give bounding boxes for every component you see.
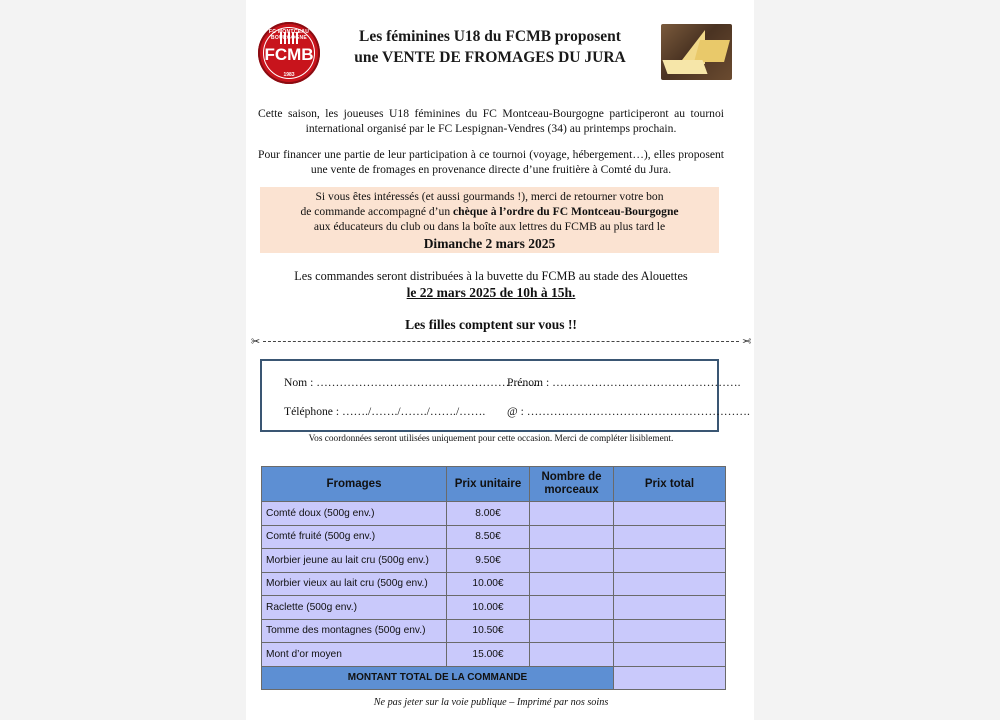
footer-note: Ne pas jeter sur la voie publique – Imprimé par nos soins bbox=[373, 697, 609, 708]
table-row: Comté fruité (500g env.) 8.50€ bbox=[262, 525, 726, 549]
order-table bbox=[261, 466, 726, 690]
tagline: Les filles comptent sur vous !! bbox=[405, 317, 577, 332]
intro-paragraph-1: Cette saison, les joueuses U18 féminines du FC Montceau-Bourgogne participeront au tournoi international organisé par le FC Lespignan-Vendres (34) au printemps prochain. bbox=[258, 107, 724, 135]
table-row: Comté doux (500g env.) 8.00€ bbox=[262, 502, 726, 526]
quantity-cell[interactable] bbox=[530, 596, 614, 620]
prenom-field[interactable]: Prénom : …………………………………………. bbox=[507, 376, 741, 389]
row-total-cell[interactable] bbox=[614, 525, 726, 549]
title-line-2: une VENTE DE FROMAGES DU JURA bbox=[354, 49, 626, 66]
telephone-field[interactable]: Téléphone : ……./……./……./……./……. bbox=[284, 405, 486, 418]
distribution-info: Les commandes seront distribuées à la buvette du FCMB au stade des Alouettes bbox=[294, 269, 688, 283]
privacy-note: Vos coordonnées seront utilisées uniquement pour cette occasion. Merci de compléter lisiblement. bbox=[308, 434, 674, 444]
order-deadline: Dimanche 2 mars 2025 bbox=[423, 236, 556, 251]
contact-form-box bbox=[260, 359, 750, 432]
distribution-date: le 22 mars 2025 de 10h à 15h. bbox=[406, 285, 576, 300]
quantity-cell[interactable] bbox=[530, 619, 614, 643]
row-total-cell[interactable] bbox=[614, 619, 726, 643]
row-total-cell[interactable] bbox=[614, 572, 726, 596]
row-total-cell[interactable] bbox=[614, 643, 726, 667]
scissors-icon: ✂ bbox=[741, 335, 751, 348]
total-label: MONTANT TOTAL DE LA COMMANDE bbox=[262, 666, 614, 690]
table-row: Morbier jeune au lait cru (500g env.) 9.50€ bbox=[262, 549, 726, 573]
total-row bbox=[262, 666, 726, 690]
quantity-cell[interactable] bbox=[530, 525, 614, 549]
quantity-cell[interactable] bbox=[530, 572, 614, 596]
cheese-photo bbox=[661, 24, 732, 80]
scissors-icon: ✂ bbox=[251, 335, 261, 348]
grand-total-cell[interactable] bbox=[614, 666, 726, 690]
row-total-cell[interactable] bbox=[614, 596, 726, 620]
col-header-prix-total: Prix total bbox=[614, 467, 726, 502]
nom-field[interactable]: Nom : …………………………………………………. bbox=[284, 376, 540, 389]
cheque-payee: chèque à l’ordre du FC Montceau-Bourgogne bbox=[453, 205, 679, 218]
table-row: Raclette (500g env.) 10.00€ bbox=[262, 596, 726, 620]
table-row: Morbier vieux au lait cru (500g env.) 10.00€ bbox=[262, 572, 726, 596]
table-row: Mont d’or moyen 15.00€ bbox=[262, 643, 726, 667]
quantity-cell[interactable] bbox=[530, 643, 614, 667]
fcmb-club-logo: FC MONTCEAU BOURGOGNE FCMB 1983 bbox=[258, 22, 320, 84]
quantity-cell[interactable] bbox=[530, 549, 614, 573]
table-row: Tomme des montagnes (500g env.) 10.50€ bbox=[262, 619, 726, 643]
order-instructions-text: Si vous êtes intéressés (et aussi gourmands !), merci de retourner votre bon de commande accompagné d’un chèque à l’ordre du FC Montceau-Bourgogne aux éducateurs du club ou dans la boîte aux lettres du FCMB au plus tard le bbox=[300, 190, 679, 233]
email-field[interactable]: @ : …………………………………………………. bbox=[507, 405, 750, 418]
col-header-fromages: Fromages bbox=[262, 467, 447, 502]
page-title bbox=[330, 26, 650, 68]
title-line-1: Les féminines U18 du FCMB proposent bbox=[359, 28, 621, 45]
col-header-prix-unitaire: Prix unitaire bbox=[447, 467, 530, 502]
row-total-cell[interactable] bbox=[614, 502, 726, 526]
row-total-cell[interactable] bbox=[614, 549, 726, 573]
col-header-nombre: Nombre de morceaux bbox=[530, 467, 614, 502]
cut-line bbox=[251, 336, 751, 348]
quantity-cell[interactable] bbox=[530, 502, 614, 526]
intro-paragraph-2: Pour financer une partie de leur participation à ce tournoi (voyage, hébergement…), elles proposent une vente de fromages en provenance directe d’une fruitière à Comté du Jura. bbox=[258, 148, 724, 176]
